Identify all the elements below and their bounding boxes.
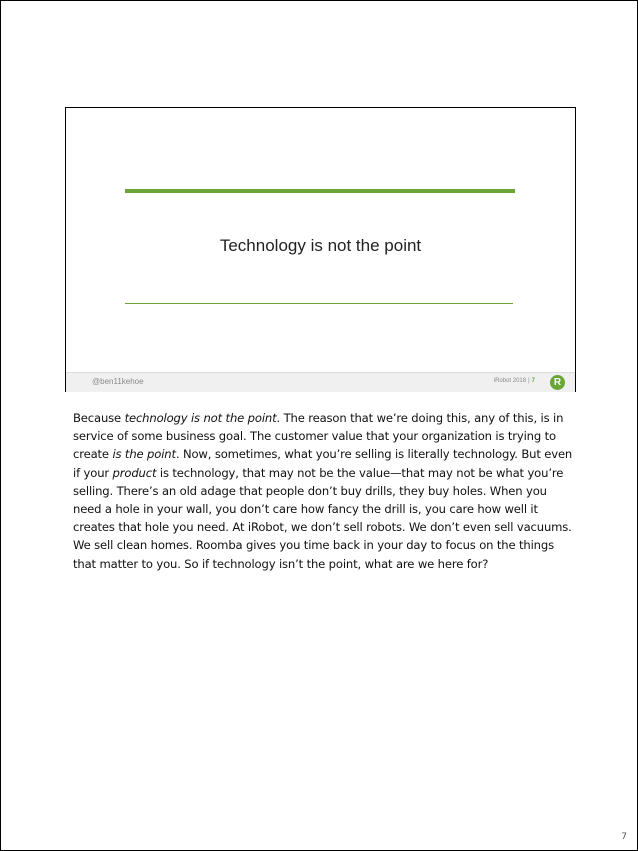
slide-title: Technology is not the point <box>219 236 422 255</box>
slide-number: 7 <box>531 378 535 384</box>
footer-handle: @ben11kehoe <box>92 377 144 386</box>
slide-footer <box>66 372 575 392</box>
notes-text-4: is technology, that may not be the value—that may not be what you’re selling. There’s an old adage that people don’t buy drills, they buy holes. When you need a hole in your wall, you don’t care how fancy the drill is, you care how well it creates that hole you need. At iRobot, we don’t sell robots. We don’t even sell vacuums. We sell clean homes. Roomba gives you time back in your day to focus on the things that matter to you. So if technology isn’t the point, what are we here for? <box>73 465 572 571</box>
footer-org-and-number <box>494 378 535 384</box>
slide-bottom-rule <box>125 303 513 304</box>
notes-emphasis-3: product <box>112 465 157 480</box>
notes-emphasis-1: technology is not the point <box>124 411 277 425</box>
speaker-notes <box>73 409 573 573</box>
footer-org: iRobot 2018 <box>493 378 527 384</box>
irobot-logo-icon: R <box>550 375 565 390</box>
notes-text-2: . The reason that we’re doing this, any of this, is in service of some business goal. The customer value that your organization is trying to create <box>73 411 564 462</box>
footer-separator: | <box>528 378 530 384</box>
slide-thumbnail <box>65 107 576 392</box>
slide-top-rule <box>125 189 515 193</box>
notes-text-1: Because <box>73 411 125 425</box>
notes-emphasis-2: is the point <box>112 447 176 462</box>
notes-text-3: . Now, sometimes, what you’re selling is literally technology. But even if your <box>73 447 573 480</box>
page-number: 7 <box>621 832 627 842</box>
